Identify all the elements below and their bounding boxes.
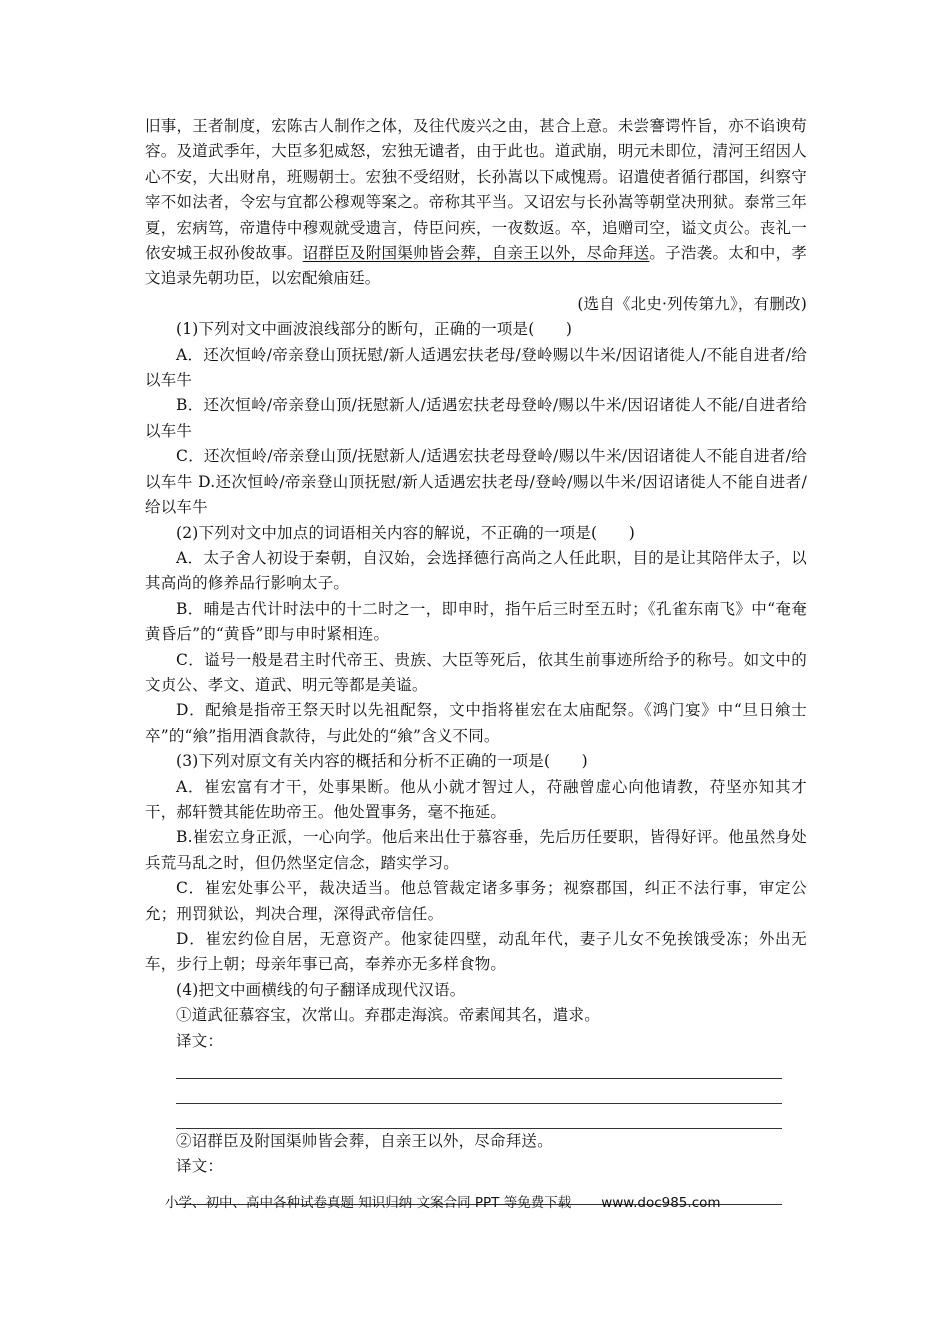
passage-text: [145, 114, 807, 292]
question-1-stem: (1)下列对文中画波浪线部分的断句，正确的一项是( ): [176, 320, 573, 339]
question-2-stem: (2)下列对文中加点的词语相关内容的解说，不正确的一项是( ): [176, 523, 635, 542]
passage-part2: 。子浩袭。太和中，孝文追录先朝功臣，以宏配飨庙廷。: [145, 244, 807, 288]
question-3-stem: (3)下列对原文有关内容的概括和分析不正确的一项是( ): [176, 752, 588, 771]
footer-website[interactable]: www.doc985.com: [601, 1195, 721, 1211]
translation-label-2: 译文：: [176, 1157, 224, 1176]
question-3-option-a: A．崔宏富有才干，处事果断。他从小就才智过人，苻融曾虚心向他请教，苻坚亦知其才干，郝轩赞其能佐助帝王。他处置事务，毫不拖延。: [145, 777, 807, 821]
question-3-option-b: B.崔宏立身正派，一心向学。他后来出仕于慕容垂，先后历任要职，皆得好评。他虽然身处兵荒马乱之时，但仍然坚定信念，踏实学习。: [145, 828, 807, 872]
question-4-sentence-2: ②诏群臣及附国渠帅皆会葬，自亲王以外，尽命拜送。: [176, 1132, 553, 1151]
question-2-option-a: A．太子舍人初设于秦朝，自汉始，会选择德行高尚之人任此职，目的是让其陪伴太子，以其高尚的修养品行影响太子。: [145, 548, 807, 593]
page-footer: [165, 1191, 805, 1211]
question-4-stem: (4)把文中画横线的句子翻译成现代汉语。: [176, 980, 466, 999]
passage-underlined-sentence: 诏群臣及附国渠帅皆会葬，自亲王以外，尽命拜送: [302, 244, 650, 263]
answer-line[interactable]: [176, 1104, 782, 1129]
question-1-option-cd: C．还次恒岭/帝亲登山顶/抚慰新人/适遇宏扶老母登岭/赐以牛米/因诏诸徙人不能自进者/给以车牛 D.还次恒岭/帝亲登山顶抚慰/新人适遇宏扶老母/登岭/赐以牛米/因诏诸徙人不能自进者/给以车牛: [145, 447, 807, 517]
question-4-sentence-1: ①道武征慕容宝，次常山。弃郡走海滨。帝素闻其名，遣求。: [176, 1006, 600, 1025]
answer-line[interactable]: [176, 1079, 782, 1104]
translation-label-1: 译文：: [176, 1031, 224, 1050]
document-content: [145, 114, 807, 1205]
question-2-option-b: B．晡是古代计时法中的十二时之一，即申时，指午后三时至五时；《孔雀东南飞》中“奄奄黄昏后”的“黄昏”即与申时紧相连。: [145, 599, 807, 644]
question-2-option-c: C．谥号一般是君主时代帝王、贵族、大臣等死后，依其生前事迹所给予的称号。如文中的文贞公、孝文、道武、明元等都是美谥。: [145, 650, 807, 694]
question-1-option-a: A．还次恒岭/帝亲登山顶抚慰/新人适遇宏扶老母/登岭赐以牛米/因诏诸徙人/不能自进者/给以车牛: [145, 345, 807, 390]
passage-part1: 旧事，王者制度，宏陈古人制作之体，及往代废兴之由，甚合上意。未尝謇谔忤旨，亦不谄谀苟容。及道武季年，大臣多犯威怒，宏独无谴者，由于此也。道武崩，明元未即位，清河王绍因人心不安，大出财帛，班赐朝士。宏独不受绍财，长孙嵩以下咸愧焉。诏遣使者循行郡国，纠察守宰不如法者，令宏与宜都公穆观等案之。帝称其平当。又诏宏与长孙嵩等朝堂决刑狱。泰常三年夏，宏病笃，帝遣侍中穆观就受遗言，侍臣问疾，一夜数返。卒，追赠司空，谥文贞公。丧礼一依安城王叔孙俊故事。: [145, 117, 807, 263]
question-3-option-c: C．崔宏处事公平，裁决适当。他总管裁定诸多事务；视察郡国，纠正不法行事，审定公允；刑罚狱讼，判决合理，深得武帝信任。: [145, 879, 807, 923]
question-1-option-b: B．还次恒岭/帝亲登山顶/抚慰新人/适遇宏扶老母登岭/赐以牛米/因诏诸徙人不能/自进者给以车牛: [145, 396, 807, 440]
passage: [145, 114, 807, 292]
question-2-option-d: D．配飨是指帝王祭天时以先祖配祭，文中指将崔宏在太庙配祭。《鸿门宴》中“旦日飨士卒”的“飨”指用酒食款待，与此处的“飨”含义不同。: [145, 701, 807, 745]
answer-line[interactable]: [176, 1054, 782, 1079]
question-3-option-d: D．崔宏约俭自居，无意资产。他家徒四壁，动乱年代，妻子儿女不免挨饿受冻；外出无车，步行上朝；母亲年事已高，奉养亦无多样食物。: [145, 930, 807, 974]
footer-text: 小学、初中、高中各种试卷真题 知识归纳 文案合同 PPT 等免费下载: [165, 1195, 572, 1211]
source-note: (选自《北史·列传第九》，有删改): [577, 294, 807, 313]
